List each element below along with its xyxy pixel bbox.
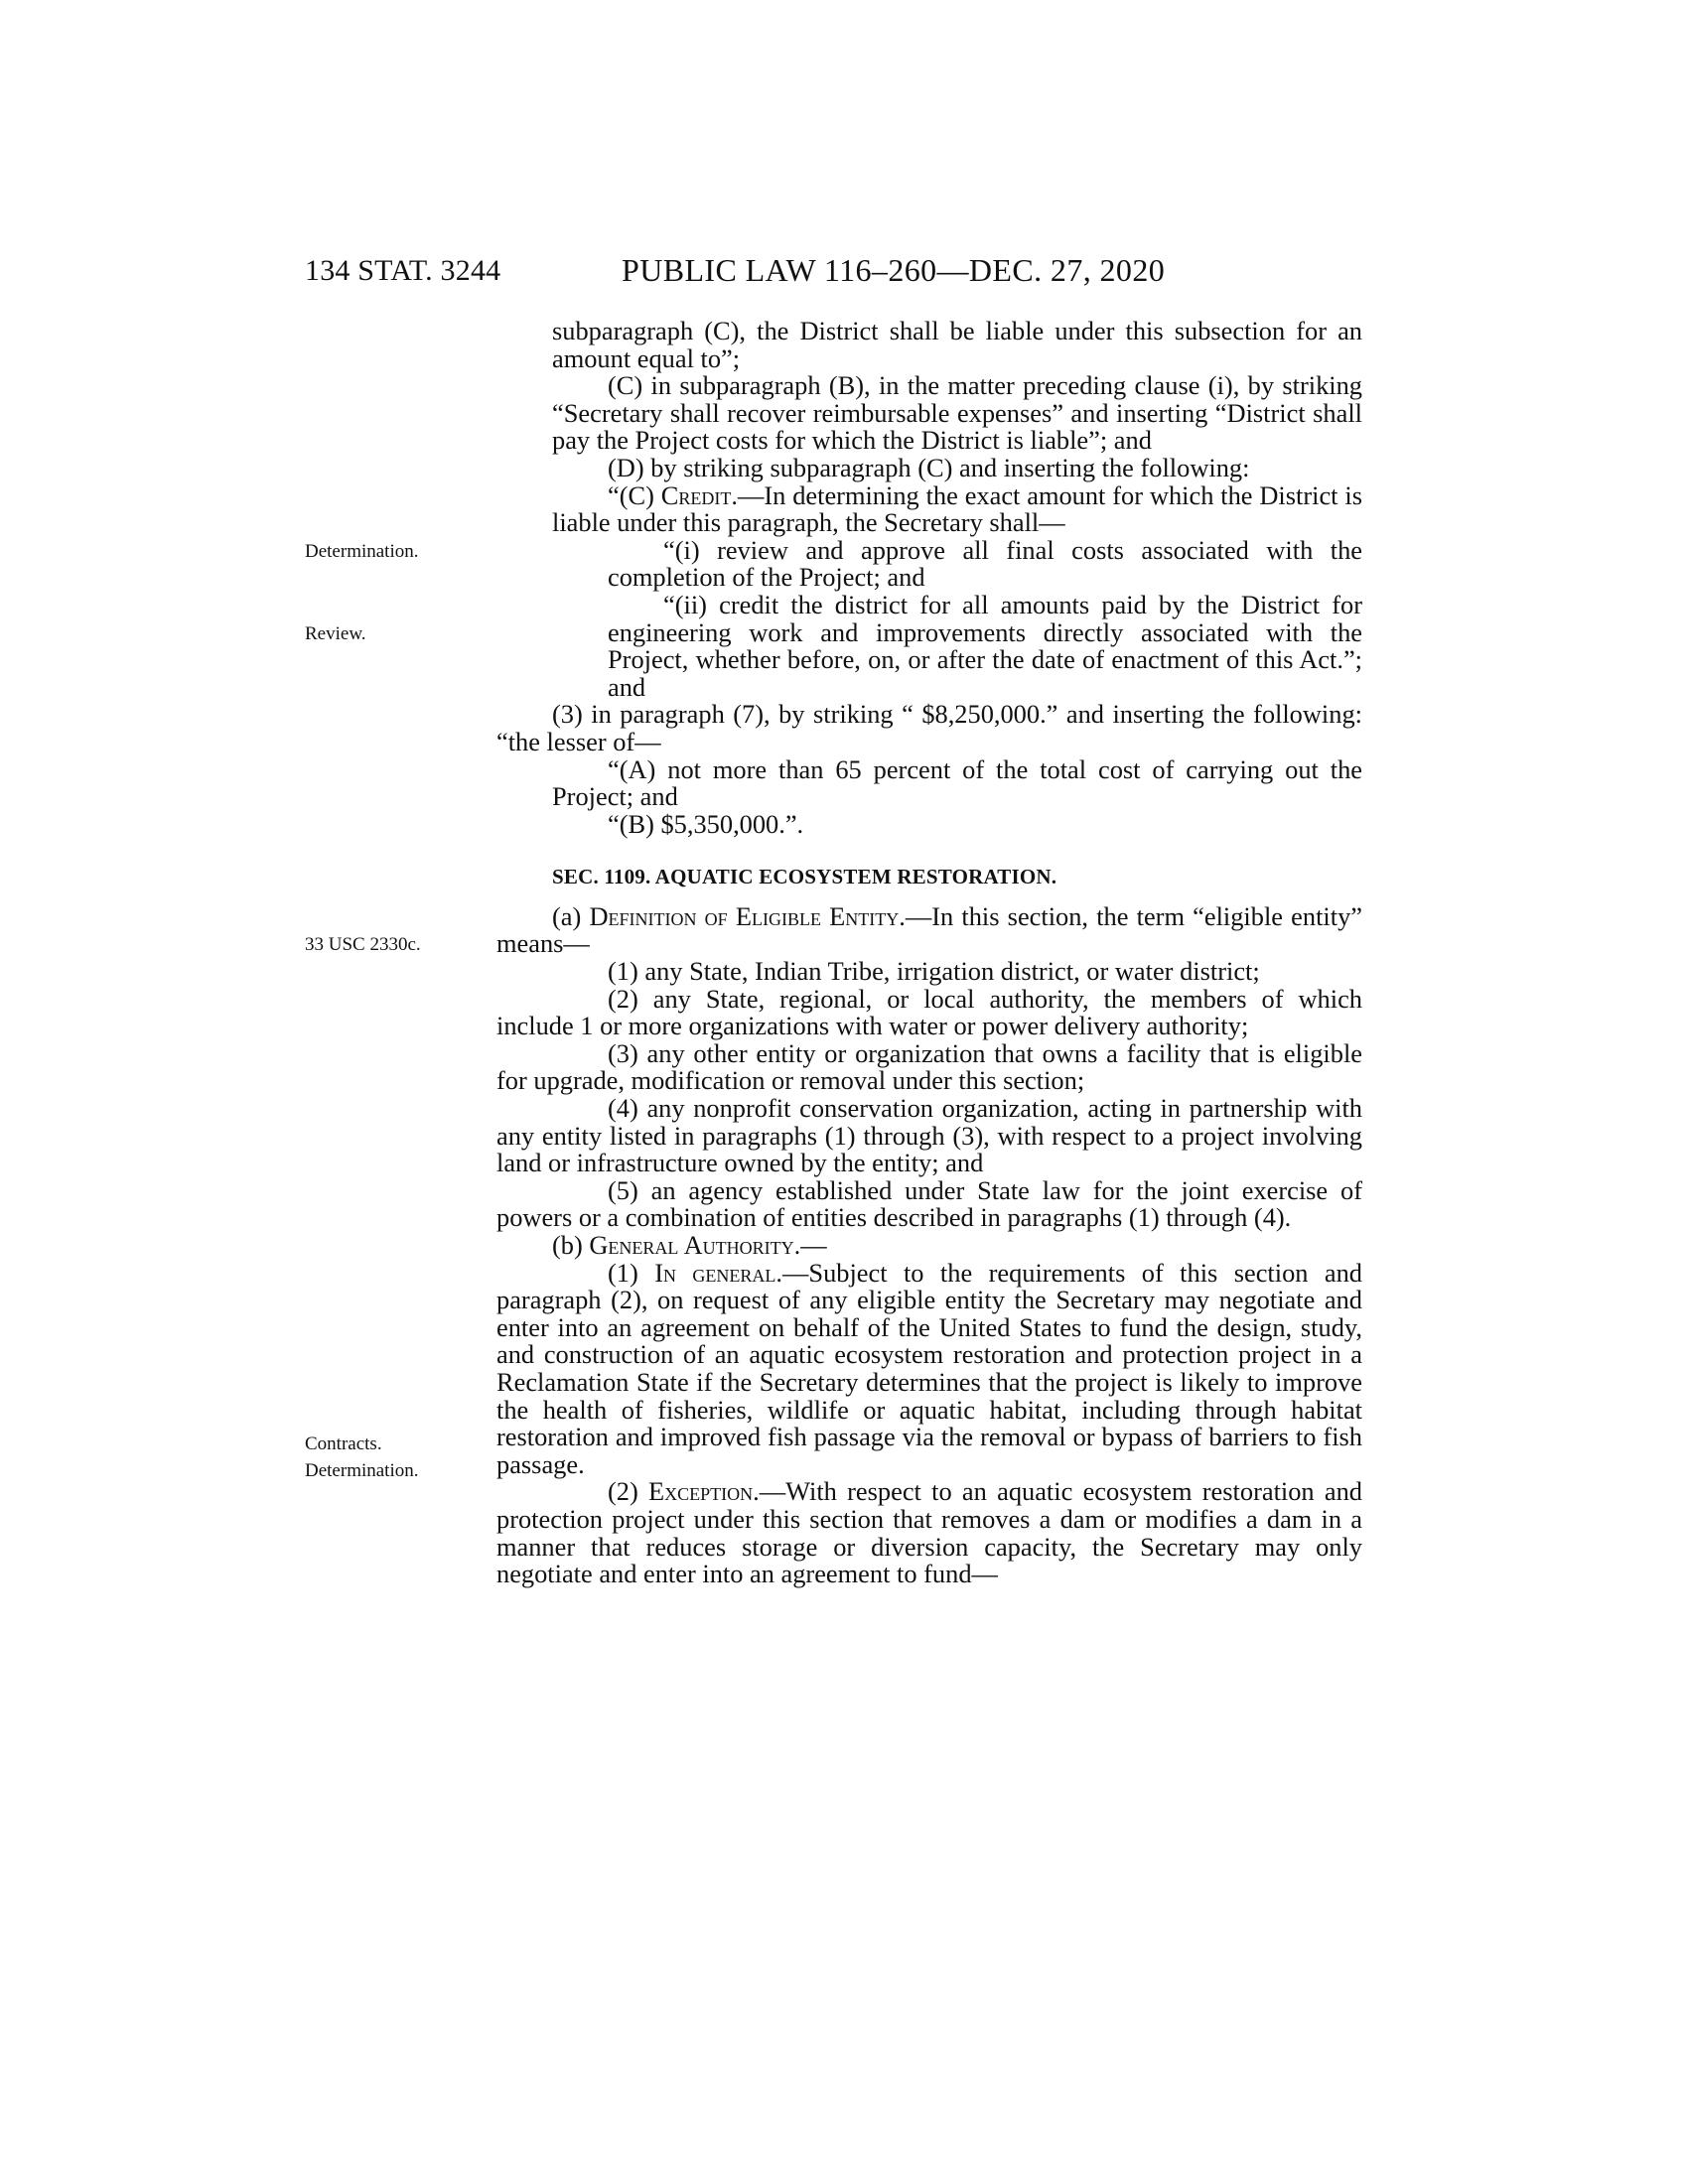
paragraph-caption: Credit <box>660 479 732 510</box>
paragraph-text: .—With respect to an aquatic ecosystem restoration and protection project under this section that removes a dam or modifies a dam in a manner that reduces storage or diversion capacity, the Secretary may only negotiate and enter into an agreement to fund— <box>496 1476 1362 1589</box>
margin-note-review: Review. <box>305 623 366 644</box>
paragraph-text: .—Subject to the requirements of this section and paragraph (2), on request of any eligible entity the Secretary may negotiate and enter into an agreement on behalf of the United States to fund the design, study, and construction of an aquatic ecosystem restoration and protection project in a Reclamation State if the Secretary determines that the project is likely to improve the health of fisheries, wildlife or aquatic habitat, including through habitat restoration and improved fish passage via the removal or bypass of barriers to fish passage. <box>496 1257 1363 1479</box>
paragraph-caption: Definition of Eligible Entity <box>589 900 900 931</box>
paragraph-text: .—In this section, the term “eligible entity” means— <box>496 900 1362 959</box>
body-paragraph: (1) any State, Indian Tribe, irrigation district, or water district; <box>608 956 1260 987</box>
body-paragraph: “(ii) credit the district for all amounts paid by the District for engineering work and improvements directly associated with the Project, whether before, on, or after the date of enactment of this Act.”; and <box>608 589 1362 702</box>
paragraph-lead: (1) <box>608 1257 655 1288</box>
body-paragraph-in-general <box>496 1257 1363 1479</box>
body-paragraph: “(i) review and approve all final costs associated with the completion of the Project; and <box>608 534 1362 593</box>
margin-note-determination-2: Determination. <box>305 1460 419 1481</box>
body-paragraph: (C) in subparagraph (B), in the matter preceding clause (i), by striking “Secretary shall recover reimbursable expenses” and inserting “District shall pay the Project costs for which the District is liable”; and <box>552 370 1362 456</box>
body-paragraph: (4) any nonprofit conservation organization, acting in partnership with any entity listed in paragraphs (1) through (3), with respect to a project involving land or infrastructure owned by the entity; and <box>496 1093 1362 1178</box>
paragraph-lead: (a) <box>552 900 590 931</box>
body-paragraph: subparagraph (C), the District shall be liable under this subsection for an amount equal to”; <box>552 316 1362 373</box>
paragraph-lead: (2) <box>608 1476 649 1507</box>
paragraph-lead: (b) <box>552 1230 590 1260</box>
body-paragraph: (3) in paragraph (7), by striking “ $8,250,000.” and inserting the following: “the lesser of— <box>496 699 1362 756</box>
paragraph-lead: “(C) <box>608 479 661 510</box>
section-heading: SEC. 1109. AQUATIC ECOSYSTEM RESTORATION. <box>552 865 1057 889</box>
body-paragraph: (3) any other entity or organization that owns a facility that is eligible for upgrade, modification or removal under this section; <box>496 1037 1362 1096</box>
margin-note-usc-citation: 33 USC 2330c. <box>305 934 421 955</box>
body-paragraph-definition <box>496 900 1362 959</box>
body-paragraph: “(B) $5,350,000.”. <box>608 808 804 839</box>
statute-page-reference: 134 STAT. 3244 <box>305 254 501 287</box>
body-paragraph: (D) by striking subparagraph (C) and inserting the following: <box>608 452 1250 482</box>
paragraph-text: .— <box>793 1230 827 1260</box>
body-paragraph-general-authority <box>496 1232 1362 1260</box>
paragraph-caption: In general <box>654 1257 776 1288</box>
body-paragraph: (5) an agency established under State law for the joint exercise of powers or a combination of entities described in paragraphs (1) through (4). <box>496 1174 1362 1233</box>
paragraph-text: .—In determining the exact amount for which the District is liable under this paragraph, the Secretary shall— <box>552 479 1362 538</box>
body-paragraph: (2) any State, regional, or local authority, the members of which include 1 or more organizations with water or power delivery authority; <box>496 983 1362 1041</box>
statute-body-text <box>496 316 1363 1589</box>
body-paragraph-credit <box>552 479 1362 538</box>
body-paragraph-exception <box>496 1478 1362 1587</box>
paragraph-caption: Exception <box>648 1476 754 1507</box>
body-paragraph: “(A) not more than 65 percent of the total cost of carrying out the Project; and <box>552 753 1362 812</box>
margin-note-determination: Determination. <box>305 541 419 562</box>
page-running-title: PUBLIC LAW 116–260—DEC. 27, 2020 <box>622 252 1166 288</box>
paragraph-caption: General Authority <box>589 1230 794 1260</box>
margin-note-contracts: Contracts. <box>305 1433 382 1454</box>
